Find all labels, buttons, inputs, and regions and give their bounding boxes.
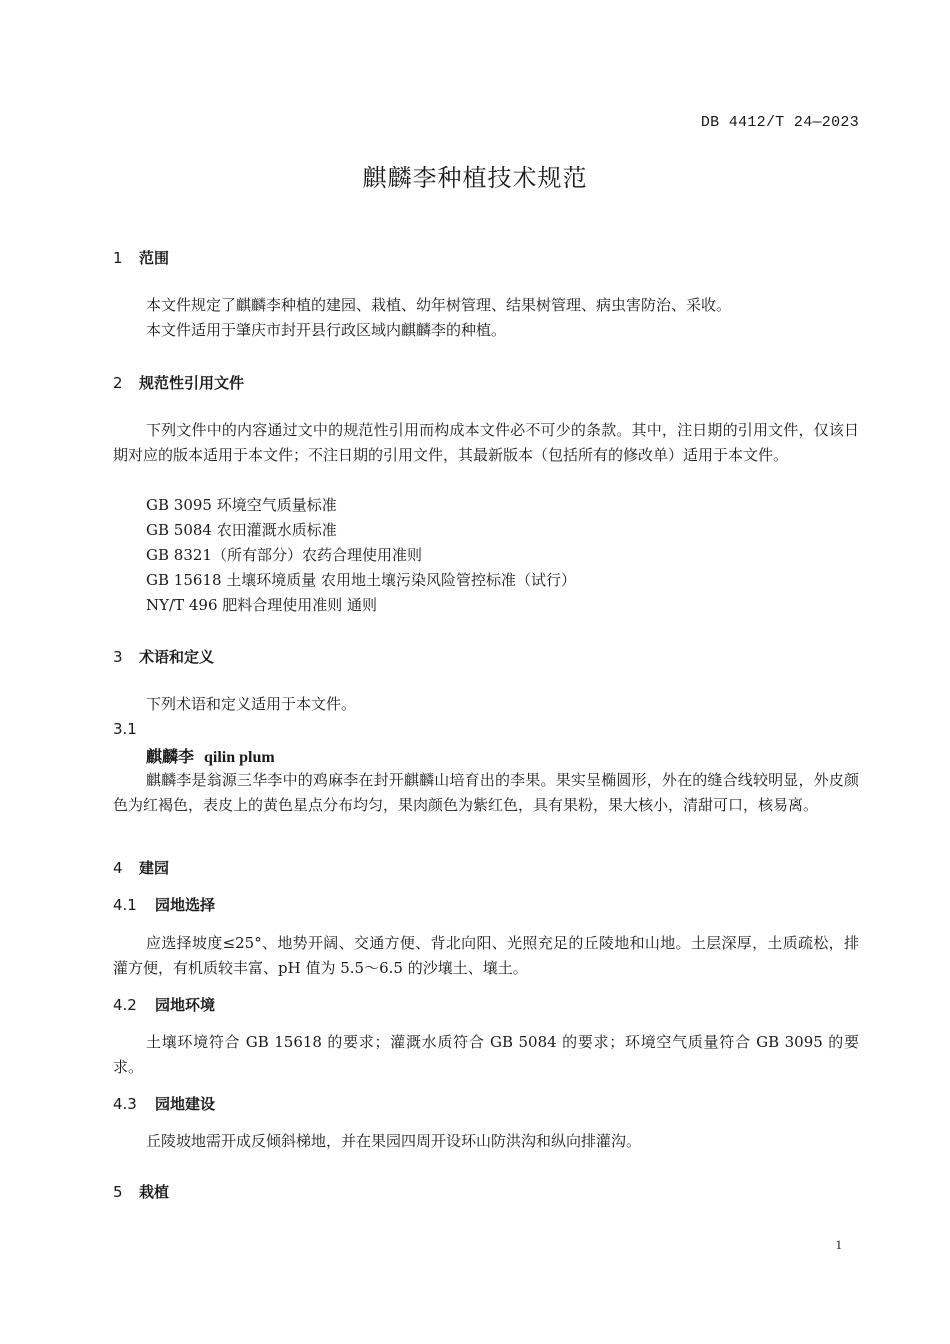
page-number: 1	[835, 1237, 842, 1252]
section-title: 规范性引用文件	[139, 374, 245, 392]
term-english: qilin plum	[204, 749, 275, 766]
term-number: 3.1	[113, 720, 137, 738]
section-number: 2	[113, 374, 123, 392]
section-number: 1	[113, 249, 123, 267]
paragraph: 应选择坡度≤25°、地势开阔、交通方便、背北向阳、光照充足的丘陵地和山地。土层深厚，土质疏松，排灌方便，有机质较丰富、pH 值为 5.5～6.5 的沙壤土、壤土。	[113, 934, 859, 977]
subsection-title: 园地环境	[155, 996, 216, 1014]
section-2-heading	[113, 372, 244, 393]
reference-item: GB 3095 环境空气质量标准	[146, 496, 337, 514]
section-title: 术语和定义	[139, 648, 215, 666]
standard-code: DB 4412/T 24—2023	[700, 114, 859, 131]
term-chinese: 麒麟李	[146, 747, 195, 766]
paragraph: 下列文件中的内容通过文中的规范性引用而构成本文件必不可少的条款。其中，注日期的引用文件，仅该日期对应的版本适用于本文件；不注日期的引用文件，其最新版本（包括所有的修改单）适用于本文件。	[113, 421, 859, 464]
subsection-4-2-heading	[113, 994, 215, 1015]
subsection-number: 4.1	[113, 896, 137, 914]
subsection-title: 园地选择	[155, 896, 216, 914]
section-4-heading	[113, 857, 169, 878]
subsection-4-1-heading	[113, 894, 215, 915]
section-title: 范围	[139, 249, 170, 267]
reference-item: NY/T 496 肥料合理使用准则 通则	[146, 596, 378, 614]
term-entry	[146, 744, 275, 767]
subsection-number: 4.2	[113, 996, 137, 1014]
reference-item: GB 15618 土壤环境质量 农用地土壤污染风险管控标准（试行）	[146, 571, 577, 589]
section-number: 5	[113, 1183, 123, 1201]
paragraph: 本文件适用于肇庆市封开县行政区域内麒麟李的种植。	[146, 321, 507, 339]
term-definition: 麒麟李是翁源三华李中的鸡麻李在封开麒麟山培育出的李果。果实呈椭圆形，外在的缝合线较明显，外皮颜色为红褐色，表皮上的黄色星点分布均匀，果肉颜色为紫红色，具有果粉，果大核小，清甜可口，核易离。	[113, 771, 859, 814]
reference-item: GB 8321（所有部分）农药合理使用准则	[146, 546, 422, 564]
section-5-heading	[113, 1181, 169, 1202]
paragraph: 下列术语和定义适用于本文件。	[146, 695, 357, 713]
section-number: 4	[113, 859, 123, 877]
subsection-number: 4.3	[113, 1095, 137, 1113]
subsection-4-3-heading	[113, 1093, 215, 1114]
document-title: 麒麟李种植技术规范	[362, 164, 588, 192]
section-1-heading	[113, 247, 169, 268]
section-title: 建园	[139, 859, 170, 877]
paragraph: 本文件规定了麒麟李种植的建园、栽植、幼年树管理、结果树管理、病虫害防治、采收。	[146, 296, 732, 314]
section-title: 栽植	[139, 1183, 170, 1201]
paragraph: 丘陵坡地需开成反倾斜梯地，并在果园四周开设环山防洪沟和纵向排灌沟。	[146, 1132, 642, 1150]
section-3-heading	[113, 646, 214, 667]
section-number: 3	[113, 648, 123, 666]
subsection-title: 园地建设	[155, 1095, 216, 1113]
paragraph: 土壤环境符合 GB 15618 的要求；灌溉水质符合 GB 5084 的要求；环境空气质量符合 GB 3095 的要求。	[113, 1033, 859, 1076]
reference-item: GB 5084 农田灌溉水质标准	[146, 521, 337, 539]
